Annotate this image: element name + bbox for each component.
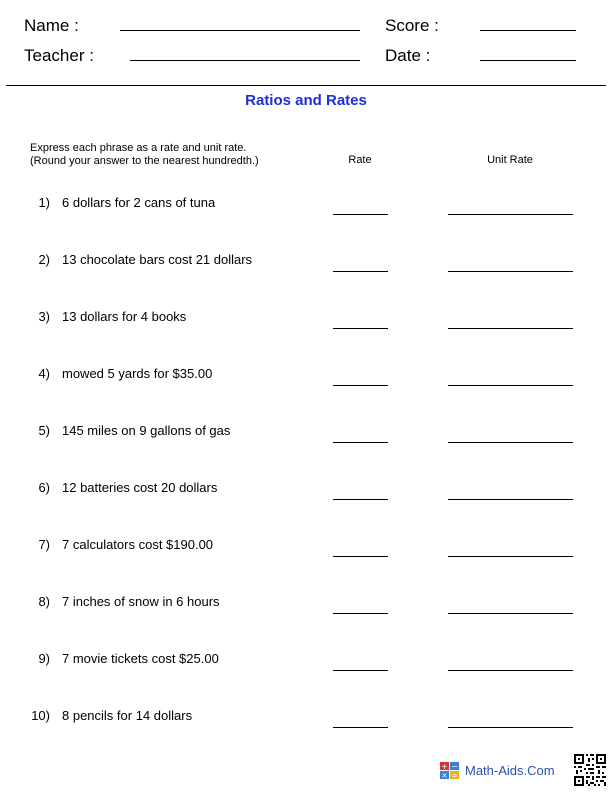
problem-row — [0, 252, 612, 292]
problem-number: 3) — [38, 309, 50, 324]
rate-answer-line[interactable] — [333, 442, 388, 443]
problem-text: 6 dollars for 2 cans of tuna — [62, 195, 216, 210]
problem-number: 4) — [38, 366, 50, 381]
problem-row — [0, 195, 612, 235]
header-divider — [6, 85, 606, 86]
problem-text: 13 chocolate bars cost 21 dollars — [62, 252, 253, 267]
problem-number: 2) — [38, 252, 50, 267]
unit-rate-answer-line[interactable] — [448, 385, 573, 386]
name-field[interactable] — [120, 30, 360, 31]
problem-text: 7 movie tickets cost $25.00 — [62, 651, 219, 666]
rate-answer-line[interactable] — [333, 556, 388, 557]
problem-row — [0, 594, 612, 634]
problem-row — [0, 423, 612, 463]
rate-column-header: Rate — [348, 154, 372, 166]
unit-rate-answer-line[interactable] — [448, 271, 573, 272]
problem-number: 5) — [38, 423, 50, 438]
unit-rate-answer-line[interactable] — [448, 670, 573, 671]
score-label: Score : — [385, 16, 439, 35]
svg-text:=: = — [451, 771, 458, 780]
rate-answer-line[interactable] — [333, 385, 388, 386]
unit-rate-answer-line[interactable] — [448, 442, 573, 443]
unit-rate-column-header: Unit Rate — [487, 154, 533, 166]
rate-answer-line[interactable] — [333, 328, 388, 329]
worksheet-title: Ratios and Rates — [245, 92, 367, 109]
svg-text:+: + — [441, 762, 448, 771]
problem-number: 1) — [38, 195, 50, 210]
problem-row — [0, 537, 612, 577]
unit-rate-answer-line[interactable] — [448, 727, 573, 728]
date-field[interactable] — [480, 60, 576, 61]
svg-text:×: × — [441, 771, 448, 780]
instructions-line-1: Express each phrase as a rate and unit rate. — [30, 142, 247, 154]
name-label: Name : — [24, 16, 79, 35]
unit-rate-answer-line[interactable] — [448, 556, 573, 557]
calculator-icon — [440, 762, 460, 780]
svg-text:−: − — [451, 762, 458, 771]
unit-rate-answer-line[interactable] — [448, 214, 573, 215]
unit-rate-answer-line[interactable] — [448, 499, 573, 500]
problem-text: mowed 5 yards for $35.00 — [62, 366, 213, 381]
teacher-label: Teacher : — [24, 46, 94, 65]
instructions — [30, 142, 320, 168]
rate-answer-line[interactable] — [333, 727, 388, 728]
problem-number: 7) — [38, 537, 50, 552]
rate-answer-line[interactable] — [333, 499, 388, 500]
problem-number: 10) — [31, 708, 50, 723]
problem-row — [0, 366, 612, 406]
qr-code-icon — [574, 754, 606, 786]
problem-text: 13 dollars for 4 books — [62, 309, 187, 324]
problem-text: 8 pencils for 14 dollars — [62, 708, 193, 723]
unit-rate-answer-line[interactable] — [448, 613, 573, 614]
rate-answer-line[interactable] — [333, 613, 388, 614]
problem-number: 9) — [38, 651, 50, 666]
rate-answer-line[interactable] — [333, 271, 388, 272]
problem-text: 7 inches of snow in 6 hours — [62, 594, 220, 609]
instructions-line-2: (Round your answer to the nearest hundredth.) — [30, 155, 259, 167]
rate-answer-line[interactable] — [333, 214, 388, 215]
problem-number: 6) — [38, 480, 50, 495]
score-field[interactable] — [480, 30, 576, 31]
problem-text: 145 miles on 9 gallons of gas — [62, 423, 231, 438]
problem-text: 7 calculators cost $190.00 — [62, 537, 214, 552]
rate-answer-line[interactable] — [333, 670, 388, 671]
brand-name[interactable]: Math-Aids.Com — [465, 763, 555, 778]
date-label: Date : — [385, 46, 431, 65]
problem-row — [0, 708, 612, 748]
problem-number: 8) — [38, 594, 50, 609]
problem-row — [0, 309, 612, 349]
problem-row — [0, 651, 612, 691]
teacher-field[interactable] — [130, 60, 360, 61]
problem-text: 12 batteries cost 20 dollars — [62, 480, 218, 495]
unit-rate-answer-line[interactable] — [448, 328, 573, 329]
problem-row — [0, 480, 612, 520]
